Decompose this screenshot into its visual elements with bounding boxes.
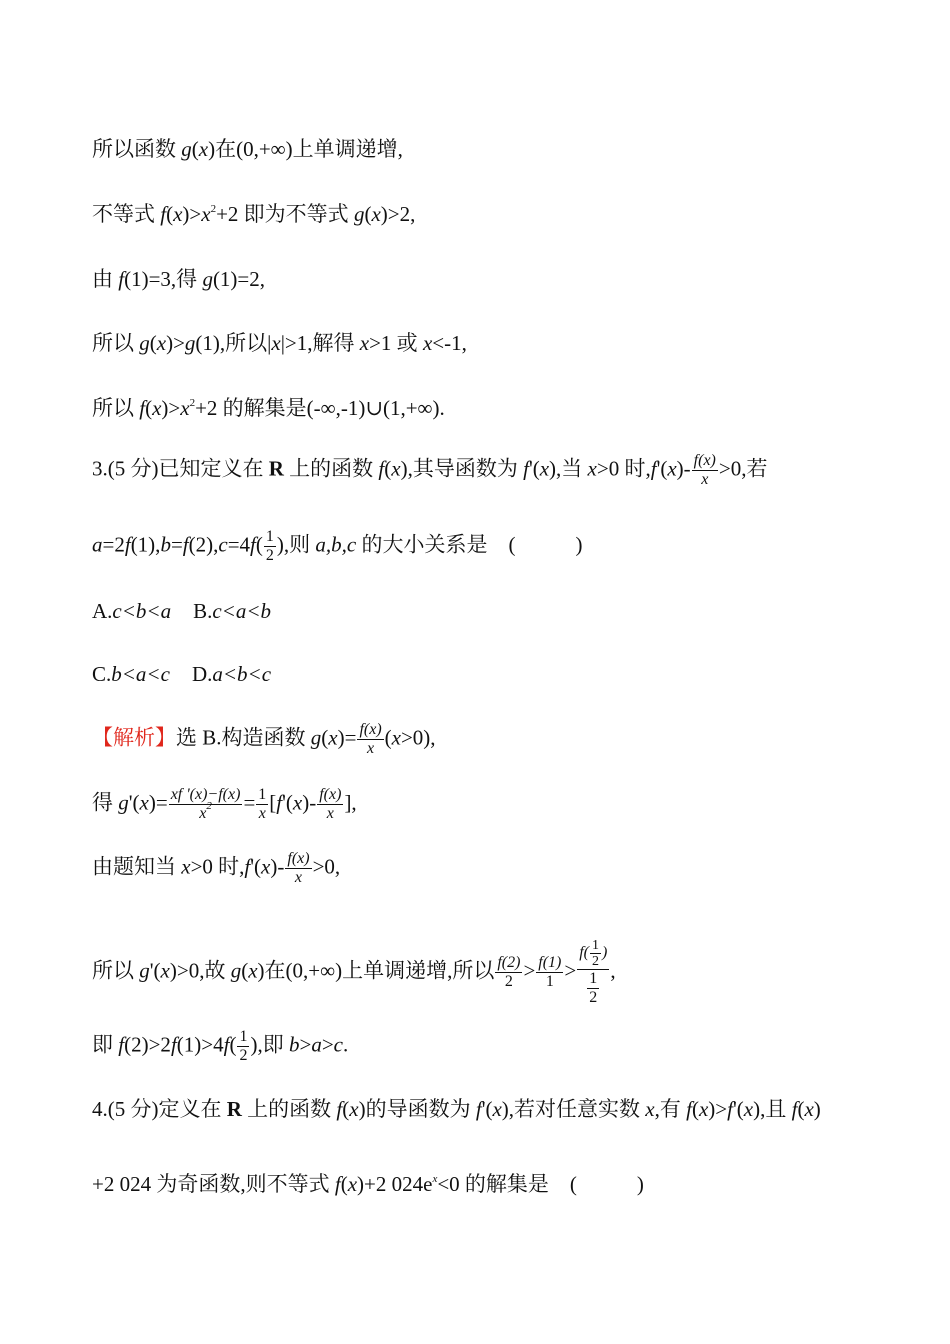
var: f (244, 854, 251, 879)
options-cd (92, 659, 271, 689)
numerator: f(x) (319, 786, 342, 803)
text: 上的函数 (283, 456, 379, 481)
var: g (353, 202, 365, 226)
text: > (523, 958, 536, 983)
var: x (667, 456, 677, 481)
var: x (271, 331, 281, 355)
question-3-stem-2 (92, 528, 582, 565)
text: +2 的解集是(-∞,-1)∪(1,+∞). (195, 396, 445, 420)
text: (1)=3,得 (124, 267, 203, 291)
numerator: 1 (589, 970, 598, 987)
option-a-text: c<b<a (112, 599, 172, 623)
var: x (180, 396, 190, 420)
text: = (170, 532, 183, 557)
text: '( (149, 958, 161, 983)
text: (1), (130, 532, 161, 557)
text: ( (384, 456, 392, 481)
text: (1),所以| (195, 331, 272, 355)
text: > (299, 1032, 312, 1057)
var: x (292, 790, 303, 815)
var: x (492, 1097, 502, 1121)
text: 由题知当 (92, 854, 182, 879)
fraction (587, 970, 599, 1007)
text: >0 时, (190, 854, 245, 879)
text: , (610, 958, 616, 983)
text: )> (708, 1097, 728, 1121)
var: a (92, 532, 103, 557)
var: x (422, 331, 433, 355)
var: f (223, 1032, 230, 1057)
text: ),则 (276, 532, 316, 557)
numerator: f(1) (538, 954, 562, 971)
set-R: R (226, 1097, 242, 1121)
var: g (202, 267, 213, 291)
numerator: f(x) (359, 721, 382, 738)
option-c-text: b<a<c (111, 662, 170, 686)
text: '( (128, 790, 140, 815)
text: 即 (92, 1032, 119, 1057)
text: )+2 024e (357, 1172, 433, 1196)
var: f (182, 532, 189, 557)
denominator: x (701, 471, 709, 488)
numerator: f(x) (287, 850, 310, 867)
text: >0), (400, 725, 436, 750)
text-line-2 (92, 199, 415, 229)
var: f (650, 456, 657, 481)
text: ( (342, 1097, 350, 1121)
fraction (692, 452, 718, 489)
nested-fraction (577, 938, 609, 1007)
text: )> (161, 396, 181, 420)
var: x (347, 1172, 358, 1196)
text: ( (364, 202, 372, 226)
solution-line-4 (92, 938, 616, 1007)
denominator: 2 (239, 1047, 248, 1064)
numerator: f(2) (497, 954, 521, 971)
text: >0,若 (718, 456, 768, 481)
text: ( (191, 137, 199, 161)
var: x (198, 137, 209, 161)
var: x (173, 202, 183, 226)
text: )> (166, 331, 185, 355)
text: '( (282, 790, 293, 815)
var: f (523, 456, 529, 481)
var: f (334, 1172, 341, 1196)
var: x (349, 1097, 359, 1121)
var: g (181, 137, 192, 161)
text: )> (182, 202, 202, 226)
text: 不等式 (92, 202, 161, 226)
text: 所以 (92, 958, 140, 983)
text: =4 (227, 532, 251, 557)
var: f (686, 1097, 692, 1121)
var: x (698, 1097, 709, 1121)
exponent: x (432, 1173, 438, 1185)
question-3-stem (92, 452, 767, 489)
var: f (727, 1097, 733, 1121)
option-b-label: B. (193, 599, 213, 623)
text: ),且 (753, 1097, 792, 1121)
text: 所以函数 (92, 137, 182, 161)
text: <-1, (432, 331, 467, 355)
var: c (333, 1032, 343, 1057)
text: +2 即为不等式 (216, 202, 354, 226)
var: x (328, 725, 338, 750)
var: x (645, 1097, 655, 1121)
text: ( (149, 331, 157, 355)
fraction (536, 954, 563, 991)
denominator: x (258, 805, 266, 822)
var: x (181, 854, 191, 879)
text: ( (241, 958, 249, 983)
fraction (285, 850, 311, 887)
text: ),若对任意实数 (501, 1097, 646, 1121)
fraction (590, 938, 601, 969)
numerator: 1 (592, 938, 600, 953)
var: x (743, 1097, 754, 1121)
var: a,b,c (315, 532, 357, 557)
text: '( (656, 456, 668, 481)
text: ),即 (250, 1032, 289, 1057)
exponent: 2 (210, 203, 217, 215)
text: ( (340, 1172, 348, 1196)
text: 所以 (92, 396, 140, 420)
text: )- (270, 854, 285, 879)
text: ) (636, 1172, 644, 1196)
var: g (139, 958, 150, 983)
numerator: 1 (258, 786, 267, 803)
exponent: 2 (189, 397, 196, 409)
var: g (139, 331, 150, 355)
text-line-1 (92, 134, 403, 164)
var: x (359, 331, 370, 355)
text: ( (384, 725, 392, 750)
text: >1 或 (369, 331, 423, 355)
var: x (804, 1097, 814, 1121)
question-4-stem-2 (92, 1169, 644, 1199)
option-b-text: c<a<b (212, 599, 272, 623)
text: ( (321, 725, 329, 750)
var: f (118, 267, 125, 291)
text: ),当 (549, 456, 588, 481)
text: ( (145, 396, 153, 420)
fraction (237, 1028, 249, 1065)
text: )- (676, 456, 691, 481)
var: g (310, 725, 322, 750)
numerator: xf '(x)−f(x) (170, 786, 241, 803)
var: b (288, 1032, 300, 1057)
numerator: 1 (239, 1028, 248, 1045)
text: (2), (188, 532, 219, 557)
var: x (152, 396, 162, 420)
option-a-label: A. (92, 599, 113, 623)
text: )在(0,+∞)上单调递增,所以 (257, 958, 495, 983)
denominator: 2 (265, 547, 274, 564)
solution-line-1 (92, 721, 436, 758)
text: '( (732, 1097, 744, 1121)
text: > (321, 1032, 334, 1057)
var: x (160, 958, 170, 983)
var: f (160, 202, 167, 226)
denominator: 2 (592, 954, 600, 969)
text-line-4 (92, 328, 467, 358)
text: ( (255, 532, 263, 557)
text: )= (337, 725, 357, 750)
exponent: 2 (206, 800, 212, 812)
var: f (791, 1097, 798, 1121)
var: f (139, 396, 146, 420)
var: c (218, 532, 228, 557)
denominator: 2 (589, 989, 598, 1006)
denominator: x (199, 805, 207, 822)
var: x (201, 202, 211, 226)
text: )>0,故 (169, 958, 231, 983)
text: <0 的解集是 ( (437, 1172, 577, 1196)
text: )的导函数为 (358, 1097, 476, 1121)
text: )= (148, 790, 168, 815)
denominator: x (326, 805, 334, 822)
fraction (357, 721, 383, 758)
text: +2 024 为奇函数,则不等式 (92, 1172, 335, 1196)
option-c-label: C. (92, 662, 112, 686)
text: 3.(5 分)已知定义在 (92, 456, 269, 481)
text: > (564, 958, 577, 983)
var: x (391, 456, 401, 481)
text: )在(0,+∞)上单调递增, (208, 137, 403, 161)
text-line-5 (92, 393, 445, 423)
option-d-label: D. (191, 662, 213, 686)
text: 上的函数 (241, 1097, 337, 1121)
var: g (118, 790, 129, 815)
text: '( (528, 456, 540, 481)
text: >0, (312, 854, 341, 879)
denominator: 1 (545, 973, 554, 990)
question-4-stem (92, 1094, 821, 1124)
text: [ (269, 790, 277, 815)
denominator: 2 (504, 973, 513, 990)
var: x (156, 331, 167, 355)
var: x (587, 456, 597, 481)
solution-line-3 (92, 850, 340, 887)
var: f (118, 1032, 125, 1057)
text: 所以 (92, 331, 140, 355)
var: f (170, 1032, 177, 1057)
text: 选 B.构造函数 (176, 725, 311, 750)
text: (1)>4 (176, 1032, 224, 1057)
var: x (248, 958, 258, 983)
var: x (391, 725, 401, 750)
text: f( (579, 944, 590, 962)
text: ) (575, 532, 583, 557)
text: ( (229, 1032, 237, 1057)
var: f (250, 532, 256, 557)
text: . (342, 1032, 349, 1057)
text: 的大小关系是 ( (356, 532, 516, 557)
text: ( (797, 1097, 805, 1121)
var: f (378, 456, 385, 481)
var: f (336, 1097, 343, 1121)
var: g (230, 958, 242, 983)
var: b (160, 532, 171, 557)
text: ], (344, 790, 357, 815)
text: =2 (102, 532, 125, 557)
var: x (139, 790, 149, 815)
text-line-3 (92, 264, 265, 294)
text: ( (166, 202, 174, 226)
text: '( (481, 1097, 493, 1121)
text: |>1,解得 (280, 331, 360, 355)
text: )- (302, 790, 317, 815)
set-R: R (268, 456, 284, 481)
numerator: f(x) (693, 452, 716, 469)
text: ,有 (654, 1097, 687, 1121)
solution-line-2 (92, 786, 357, 823)
option-d-text: a<b<c (212, 662, 272, 686)
text: 由 (92, 267, 119, 291)
var: f (124, 532, 131, 557)
text: ) (813, 1097, 821, 1121)
text: ),其导函数为 (400, 456, 524, 481)
text: (1)=2, (212, 267, 266, 291)
fraction (495, 954, 522, 991)
var: a (311, 1032, 322, 1057)
fraction (256, 786, 268, 823)
text: '( (250, 854, 262, 879)
denominator: x (294, 869, 303, 886)
text: = (243, 790, 256, 815)
text: ( (691, 1097, 699, 1121)
text: 得 (92, 790, 119, 815)
var: x (261, 854, 271, 879)
solution-line-5 (92, 1028, 348, 1065)
var: x (539, 456, 550, 481)
text: (2)>2 (124, 1032, 171, 1057)
denominator: x (366, 740, 375, 757)
var: f (475, 1097, 482, 1121)
var: x (371, 202, 381, 226)
var: f (276, 790, 283, 815)
text: 4.(5 分)定义在 (92, 1097, 227, 1121)
fraction (317, 786, 343, 823)
options-ab (92, 596, 271, 626)
text: ) (602, 944, 608, 962)
text: >0 时, (596, 456, 651, 481)
fraction (169, 786, 243, 823)
text: )>2, (380, 202, 416, 226)
fraction (264, 528, 276, 565)
analysis-tag: 【解析】 (92, 725, 176, 750)
numerator: 1 (265, 528, 274, 545)
var: g (184, 331, 196, 355)
